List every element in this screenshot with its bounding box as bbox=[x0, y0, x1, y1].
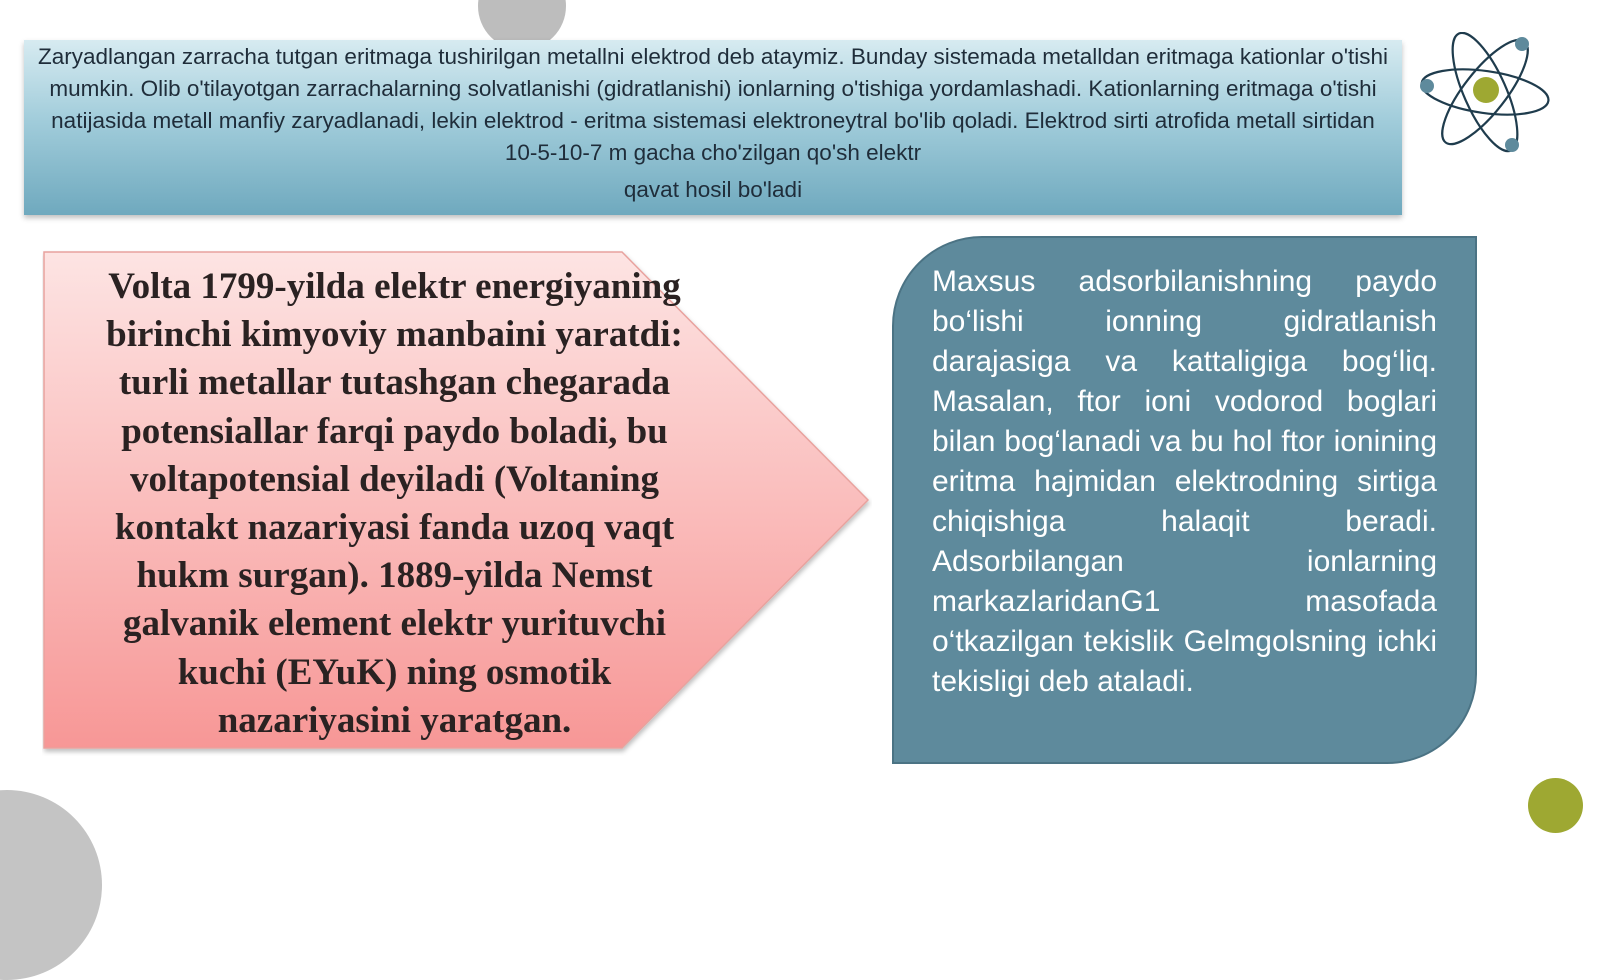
top-banner bbox=[24, 40, 1402, 215]
arrow-callout-text: Volta 1799-yilda elektr energiyaning birinchi kimyoviy manbaini yaratdi: turli metallar tutashgan chegarada potensiallar farqi paydo boladi, bu voltapotensial deyiladi (Voltaning kontakt nazariyasi fanda uzoq vaqt hukm surgan). 1889-yilda Nemst galvanik element elektr yurituvchi kuchi (EYuK) ning osmotik nazariyasini yaratgan. bbox=[106, 266, 683, 741]
top-banner-tail-text: qavat hosil bo'ladi bbox=[623, 177, 803, 202]
atom-icon bbox=[1418, 32, 1552, 158]
info-box-text: Maxsus adsorbilanishning paydo bo‘lishi ionning gidratlanish darajasiga va kattaligiga bog‘liq. Masalan, ftor ioni vodorod boglari bilan bog‘lanadi va bu hol ftor ionining eritma hajmidan elektrodning sirtiga chiqishiga halaqit beradi. Adsorbilangan ionlarning markazlaridanG1 masofada o‘tkazilgan tekislik Gelmgolsning ichki tekisligi deb ataladi. bbox=[932, 265, 1437, 698]
decorative-circle-bottom-left bbox=[0, 790, 102, 980]
pentagon-arrow-callout bbox=[42, 250, 872, 756]
top-banner-text: Zaryadlangan zarracha tutgan eritmaga tushirilgan metallni elektrod deb ataymiz. Bunday sistemada metalldan eritmaga kationlar o'tishi mumkin. Olib o'tilayotgan zarrachalarning solvatlanishi (gidratlanishi) ionlarning o'tishiga yordamlashadi. Kationlarning eritmaga o'tishi natijasida metall manfiy zaryadlanadi, lekin elektrod - eritma sistemasi elektroneytral bo'lib qoladi. Elektrod sirti atrofida metall sirtidan 10-5-10-7 m gacha cho'zilgan qo'sh elektr bbox=[37, 44, 1388, 165]
decorative-circle-bottom-right bbox=[1528, 778, 1583, 833]
info-box-right bbox=[892, 236, 1477, 764]
